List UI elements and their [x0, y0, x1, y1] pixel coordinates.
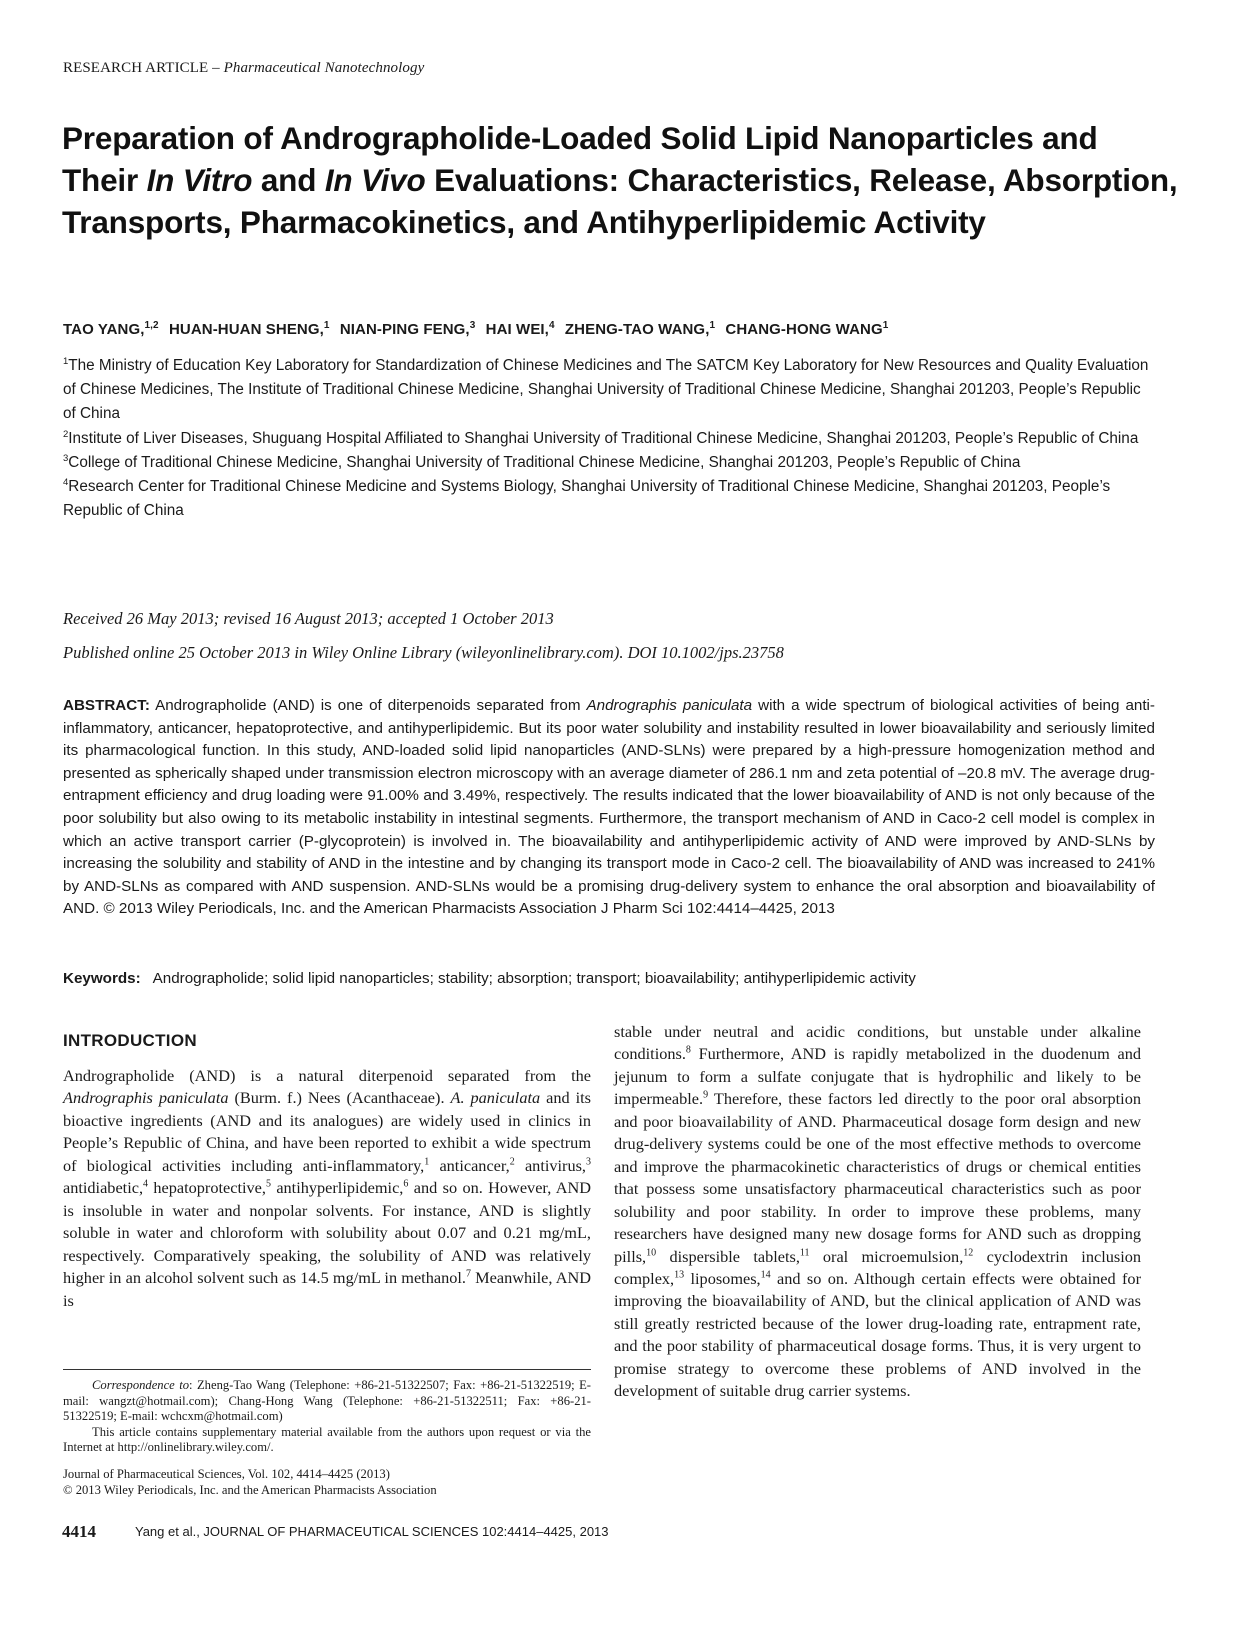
abstract-label: ABSTRACT: [63, 697, 150, 714]
correspondence-text: : Zheng-Tao Wang (Telephone: +86-21-51322507; Fax: +86-21-51322519; E-mail: wangzt@hotmail.com); Chang-Hong Wang (Telephone: +86-21-51322511; Fax: +86-21-51322519; E-mail: wchcxm@hotmail.com) [63, 1378, 591, 1424]
citation-ref[interactable]: 13 [674, 1269, 685, 1281]
title-part: Evaluations: Characteristics, Release, Absorption, Transports, Pharmacokinetics, and Antihyperlipidemic Activity [62, 162, 1178, 240]
journal-citation: Journal of Pharmaceutical Sciences, Vol. 102, 4414–4425 (2013) [63, 1467, 390, 1481]
affiliation-number: 1 [63, 355, 69, 367]
body-text: dispersible tablets, [656, 1246, 800, 1266]
body-text: cyclodextrin inclusion complex, [614, 1246, 1141, 1288]
body-text: liposomes, [684, 1268, 761, 1288]
citation-ref[interactable]: 1 [424, 1156, 430, 1168]
author [169, 321, 330, 338]
author [63, 321, 159, 338]
correspondence-note [63, 1378, 591, 1425]
introduction-left-column [63, 1065, 591, 1312]
body-text: Therefore, these factors led directly to the poor oral absorption and poor bioavailability of AND. Pharmaceutical dosage form design and new drug-delivery systems could be one of the most effective methods to overcome and improve the pharmacokinetic characteristics of drugs or chemical entities that possess some unsatisfactory pharmaceutical characteristics such as poor solubility and poor stability. In order to improve these problems, many researchers have designed many new dosage forms for AND such as dropping pills, [614, 1089, 1141, 1266]
keywords [63, 970, 1155, 987]
author-affiliation-ref: 1 [709, 320, 716, 331]
species-name: A. paniculata [450, 1088, 541, 1108]
author-name: NIAN-PING FENG, [339, 321, 470, 338]
abstract-species: Andrographis paniculata [586, 697, 753, 714]
title-italic: In Vivo [324, 162, 426, 198]
citation-ref[interactable]: 3 [586, 1156, 591, 1168]
body-text: antihyperlipidemic, [270, 1178, 404, 1198]
footnote-divider [63, 1369, 591, 1370]
affiliation-number: 2 [63, 428, 69, 440]
author [725, 321, 888, 338]
body-text: (Burm. f.) Nees (Acanthaceae). [228, 1088, 451, 1108]
author [565, 321, 715, 338]
copyright-notice: © 2013 Wiley Periodicals, Inc. and the American Pharmacists Association [63, 1482, 437, 1497]
affiliation [63, 475, 1153, 523]
correspondence-label: Correspondence to [92, 1378, 190, 1392]
published-info: Published online 25 October 2013 in Wiley Online Library (wileyonlinelibrary.com). DOI 10.1002/jps.23758 [63, 643, 784, 662]
keywords-text: Andrographolide; solid lipid nanoparticles; stability; absorption; transport; bioavailability; antihyperlipidemic activity [152, 970, 916, 987]
author-affiliation-ref: 3 [469, 320, 476, 331]
citation-ref[interactable]: 6 [403, 1178, 409, 1190]
author-affiliation-ref: 1,2 [144, 320, 159, 331]
affiliation-text: College of Traditional Chinese Medicine, Shanghai University of Traditional Chinese Medicine, Shanghai 201203, People’s Republic of China [68, 453, 1021, 471]
title-italic: In Vitro [146, 162, 253, 198]
body-text: anticancer, [429, 1155, 510, 1175]
author-name: HAI WEI, [485, 321, 549, 338]
received-dates: Received 26 May 2013; revised 16 August 2013; accepted 1 October 2013 [63, 609, 554, 628]
body-text: antidiabetic, [63, 1178, 144, 1198]
affiliation-number: 4 [63, 476, 69, 488]
citation-ref[interactable]: 12 [963, 1247, 974, 1259]
affiliation [63, 354, 1153, 427]
body-text: stable under neutral and acidic conditions, but unstable under alkaline conditions. [614, 1022, 1141, 1064]
citation-ref[interactable]: 14 [760, 1269, 771, 1281]
journal-info [63, 1467, 591, 1498]
introduction-right-column [614, 1021, 1141, 1403]
author-affiliation-ref: 1 [882, 320, 889, 331]
citation-ref[interactable]: 4 [143, 1178, 149, 1190]
footnotes [63, 1378, 591, 1456]
abstract [63, 695, 1155, 921]
body-text: oral microemulsion, [809, 1246, 964, 1266]
author-name: CHANG-HONG WANG [725, 321, 883, 338]
body-text: and so on. Although certain effects were obtained for improving the bioavailability of AND, but the clinical application of AND was still greatly restricted because of the lower drug-loading rate, entrapment rate, and the poor stability of pharmaceutical dosage forms. Thus, it is very urgent to promise strategy to overcome these problems of AND involved in the development of suitable drug carrier systems. [614, 1268, 1141, 1401]
author [340, 321, 476, 338]
title-part: Preparation of Andrographolide-Loaded Solid Lipid Nanoparticles and Their [62, 120, 1098, 198]
species-name: Andrographis paniculata [63, 1088, 229, 1108]
abstract-text: with a wide spectrum of biological activities of being anti-inflammatory, anticancer, hepatoprotective, and antihyperlipidemic. But its poor water solubility and instability resulted in lower bioavailability and seriously limited its pharmacological function. In this study, AND-loaded solid lipid nanoparticles (AND-SLNs) were prepared by a high-pressure homogenization method and presented as spherically shaped under transmission electron microscopy with an average diameter of 286.1 nm and zeta potential of –20.8 mV. The average drug-entrapment efficiency and drug loading were 91.00% and 3.49%, respectively. The results indicated that the lower bioavailability of AND is not only because of the poor solubility but also owing to its metabolic instability in intestinal segments. Furthermore, the transport mechanism of AND in Caco-2 cell model is complex in which an active transport carrier (P-glycoprotein) is involved in. The bioavailability and antihyperlipidemic activity of AND were improved by AND-SLNs by increasing the solubility and stability of AND in the intestine and by changing its transport mode in Caco-2 cell. The bioavailability of AND was increased to 241% by AND-SLNs as compared with AND suspension. AND-SLNs would be a promising drug-delivery system to enhance the oral absorption and bioavailability of AND. © 2013 Wiley Periodicals, Inc. and the American Pharmacists Association J Pharm Sci 102:4414–4425, 2013 [63, 697, 1155, 918]
body-text: and so on. However, AND is insoluble in water and nonpolar solvents. For instance, AND is slightly soluble in water and chloroform with solubility about 0.07 and 0.21 mg/mL, respectively. Comparatively speaking, the solubility of AND was relatively higher in an alcohol solvent such as 14.5 mg/mL in methanol. [63, 1178, 591, 1288]
citation-ref[interactable]: 7 [465, 1268, 471, 1280]
affiliation-text: Research Center for Traditional Chinese Medicine and Systems Biology, Shanghai University of Traditional Chinese Medicine, Shanghai 201203, People’s Republic of China [63, 478, 1111, 520]
affiliation-number: 3 [63, 452, 69, 464]
author-list [63, 321, 1183, 338]
citation-ref[interactable]: 2 [509, 1156, 515, 1168]
running-head [63, 60, 424, 77]
supplementary-note: This article contains supplementary material available from the authors upon request or via the Internet at http://onlinelibrary.wiley.com/. [63, 1424, 591, 1455]
body-text: antivirus, [514, 1155, 586, 1175]
citation-ref[interactable]: 11 [799, 1247, 810, 1259]
article-title [62, 117, 1182, 243]
author-name: TAO YANG, [63, 321, 145, 338]
affiliation [63, 427, 1153, 451]
body-text: Meanwhile, AND is [63, 1268, 592, 1310]
running-head-section: Pharmaceutical Nanotechnology [223, 60, 425, 76]
body-text: and its bioactive ingredients (AND and its analogues) are widely used in clinics in People’s Republic of China, and have been reported to exhibit a wide spectrum of biological activities including anti-inflammatory, [63, 1088, 591, 1175]
page-number: 4414 [62, 1522, 96, 1541]
author [486, 321, 555, 338]
page-footer-citation: Yang et al., JOURNAL OF PHARMACEUTICAL SCIENCES 102:4414–4425, 2013 [135, 1524, 609, 1539]
running-head-label: RESEARCH ARTICLE – [63, 60, 224, 76]
body-text: Andrographolide (AND) is a natural diterpenoid separated from the [63, 1066, 591, 1085]
author-name: ZHENG-TAO WANG, [564, 321, 710, 338]
affiliation [63, 451, 1153, 475]
section-heading-introduction: INTRODUCTION [63, 1031, 197, 1050]
author-name: HUAN-HUAN SHENG, [168, 321, 324, 338]
abstract-text: Andrographolide (AND) is one of diterpenoids separated from [155, 697, 587, 714]
citation-ref[interactable]: 10 [646, 1247, 657, 1259]
author-affiliation-ref: 1 [323, 320, 330, 331]
citation-ref[interactable]: 8 [685, 1045, 691, 1057]
body-text: Furthermore, AND is rapidly metabolized in the duodenum and jejunum to form a sulfate conjugate that is hydrophilic and likely to be impermeable. [614, 1044, 1141, 1109]
citation-ref[interactable]: 9 [703, 1089, 709, 1101]
author-affiliation-ref: 4 [548, 320, 555, 331]
citation-ref[interactable]: 5 [265, 1178, 271, 1190]
body-text: hepatoprotective, [148, 1178, 266, 1198]
affiliation-list [63, 354, 1153, 523]
affiliation-text: Institute of Liver Diseases, Shuguang Hospital Affiliated to Shanghai University of Traditional Chinese Medicine, Shanghai 201203, People’s Republic of China [68, 429, 1139, 447]
title-part: and [252, 162, 325, 198]
affiliation-text: The Ministry of Education Key Laboratory for Standardization of Chinese Medicines and The SATCM Key Laboratory for New Resources and Quality Evaluation of Chinese Medicines, The Institute of Traditional Chinese Medicine, Shanghai University of Traditional Chinese Medicine, Shanghai 201203, People’s Republic of China [63, 357, 1149, 423]
keywords-label: Keywords: [63, 970, 141, 987]
